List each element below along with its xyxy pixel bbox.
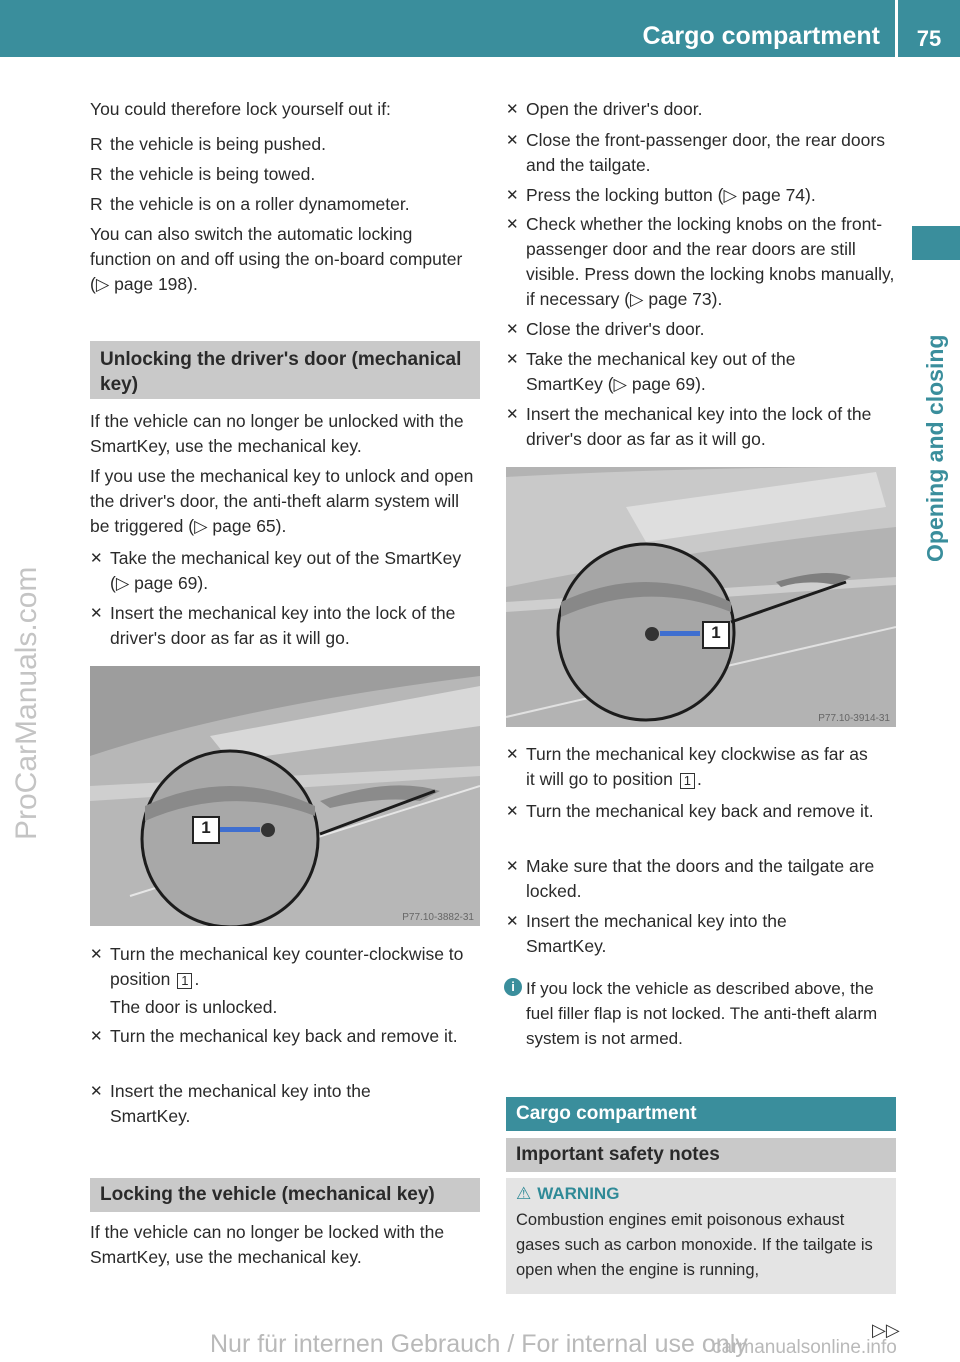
step-marker: ✕ xyxy=(506,187,519,204)
step-text: Insert the mechanical key into the SmartKey. xyxy=(526,911,787,956)
step-text: Open the driver's door. xyxy=(526,99,703,119)
step-marker: ✕ xyxy=(506,321,519,338)
intro-text: You could therefore lock yourself out if: xyxy=(90,99,391,119)
step-item xyxy=(506,317,898,342)
unlock-alarm-note: If you use the mechanical key to unlock and open the driver's door, the anti-theft alarm system will be triggered (▷ page 65). xyxy=(90,466,474,536)
step-item xyxy=(90,942,482,992)
step-marker: ✕ xyxy=(506,913,519,930)
door-lock-figure xyxy=(90,666,480,926)
step-marker: ✕ xyxy=(90,1028,103,1045)
step-marker: ✕ xyxy=(506,132,519,149)
step-turn-text: Turn the mechanical key clockwise as far as it will go to position xyxy=(526,744,868,789)
lock-heading: Locking the vehicle (mechanical key) xyxy=(90,1178,480,1212)
door-unlocked-text: The door is unlocked. xyxy=(110,997,278,1017)
position-marker: 1 xyxy=(680,773,695,789)
warning-box xyxy=(506,1178,896,1294)
step-item xyxy=(506,402,898,452)
header-bar xyxy=(0,0,960,57)
page-number: 75 xyxy=(916,26,942,51)
bullet-item xyxy=(90,162,482,187)
figure-callout: 1 xyxy=(711,623,721,642)
step-text: Make sure that the doors and the tailgate are locked. xyxy=(526,856,875,901)
step-text: Turn the mechanical key clockwise as far as it will go to position 1 . xyxy=(526,744,868,789)
unlock-heading: Unlocking the driver's door (mechanical key) xyxy=(90,341,480,399)
warning-text: Combustion engines emit poisonous exhaust gases such as carbon monoxide. If the tailgate is open when the engine is running, xyxy=(516,1211,873,1279)
bullet-marker: R xyxy=(90,134,103,154)
figure-code: P77.10-3914-31 xyxy=(818,713,890,724)
figure-code: P77.10-3882-31 xyxy=(402,912,474,923)
section-label-text: Opening and closing xyxy=(922,334,948,562)
bullet-text: the vehicle is on a roller dynamometer. xyxy=(110,194,410,214)
step-text: Turn the mechanical key back and remove it. xyxy=(526,801,874,821)
section-tab xyxy=(912,226,960,260)
step-text: Turn the mechanical key counter-clockwise to position 1 . xyxy=(110,944,464,989)
step-item xyxy=(90,546,482,596)
figure-callout: 1 xyxy=(201,818,211,837)
step-marker: ✕ xyxy=(90,946,103,963)
header-divider xyxy=(895,0,898,57)
step-marker: ✕ xyxy=(90,550,103,567)
step-text: Press the locking button (▷ page 74). xyxy=(526,185,816,205)
step-item xyxy=(506,854,898,904)
step-marker: ✕ xyxy=(506,351,519,368)
step-text: Insert the mechanical key into the SmartKey. xyxy=(110,1081,371,1126)
bullet-marker: R xyxy=(90,164,103,184)
step-text: Take the mechanical key out of the SmartKey (▷ page 69). xyxy=(110,548,462,593)
internal-use-watermark: Nur für internen Gebrauch / For internal use only xyxy=(210,1330,748,1358)
side-watermark xyxy=(0,500,50,850)
step-item xyxy=(506,183,898,208)
step-item xyxy=(90,601,482,651)
bullet-text: the vehicle is being towed. xyxy=(110,164,316,184)
lock-intro: If the vehicle can no longer be locked with the SmartKey, use the mechanical key. xyxy=(90,1222,445,1267)
page-title: Cargo compartment xyxy=(642,22,880,50)
step-text: Insert the mechanical key into the lock of the driver's door as far as it will go. xyxy=(110,603,456,648)
step-item xyxy=(506,742,898,792)
door-lock-illustration xyxy=(90,666,480,926)
step-text: Close the front-passenger door, the rear doors and the tailgate. xyxy=(526,130,885,175)
position-marker: 1 xyxy=(177,973,192,989)
warning-title xyxy=(516,1184,886,1204)
step-marker: ✕ xyxy=(506,858,519,875)
info-icon: i xyxy=(504,978,522,996)
step-marker: ✕ xyxy=(90,605,103,622)
continue-marker: ▷▷ xyxy=(872,1320,900,1340)
step-marker: ✕ xyxy=(506,803,519,820)
step-item xyxy=(506,347,898,397)
side-watermark-text: ProCarManuals.com xyxy=(10,566,43,840)
door-lock-illustration xyxy=(506,467,896,727)
bullet-marker: R xyxy=(90,194,103,214)
info-text: If you lock the vehicle as described above, the fuel filler flap is not locked. The anti-theft alarm system is not armed. xyxy=(526,979,878,1048)
step-text: Turn the mechanical key back and remove it. xyxy=(110,1026,458,1046)
bullet-text: the vehicle is being pushed. xyxy=(110,134,326,154)
step-text: Close the driver's door. xyxy=(526,319,705,339)
bullet-item xyxy=(90,192,482,217)
step-item xyxy=(90,1024,482,1074)
step-item xyxy=(506,97,898,122)
step-marker: ✕ xyxy=(506,101,519,118)
step-item xyxy=(506,128,898,178)
step-marker: ✕ xyxy=(506,746,519,763)
step-marker: ✕ xyxy=(506,406,519,423)
step-item xyxy=(90,1079,482,1129)
step-marker: ✕ xyxy=(506,216,519,233)
unlock-intro: If the vehicle can no longer be unlocked with the SmartKey, use the mechanical key. xyxy=(90,411,464,456)
step-text: Check whether the locking knobs on the front-passenger door and the rear doors are still visible. Press down the locking knobs manually, if necessary (▷ page 73). xyxy=(526,214,895,309)
warning-title-text: WARNING xyxy=(537,1184,620,1203)
site-watermark: carmanualsonline.info xyxy=(712,1337,897,1358)
bullet-item xyxy=(90,132,482,157)
cargo-heading: Cargo compartment xyxy=(506,1097,896,1131)
step-item xyxy=(506,799,898,849)
step-item xyxy=(506,212,898,312)
step-marker: ✕ xyxy=(90,1083,103,1100)
step-text: Insert the mechanical key into the lock of the driver's door as far as it will go. xyxy=(526,404,872,449)
door-lock-figure xyxy=(506,467,896,727)
warning-icon: ⚠ xyxy=(516,1184,532,1203)
step-turn-text: Turn the mechanical key counter-clockwise to position xyxy=(110,944,464,989)
switch-text: You can also switch the automatic locking function on and off using the on-board computer (▷ page 198). xyxy=(90,224,463,294)
step-item xyxy=(506,909,898,959)
safety-heading: Important safety notes xyxy=(506,1138,896,1172)
section-label xyxy=(918,272,960,562)
step-text: Take the mechanical key out of the SmartKey (▷ page 69). xyxy=(526,349,796,394)
